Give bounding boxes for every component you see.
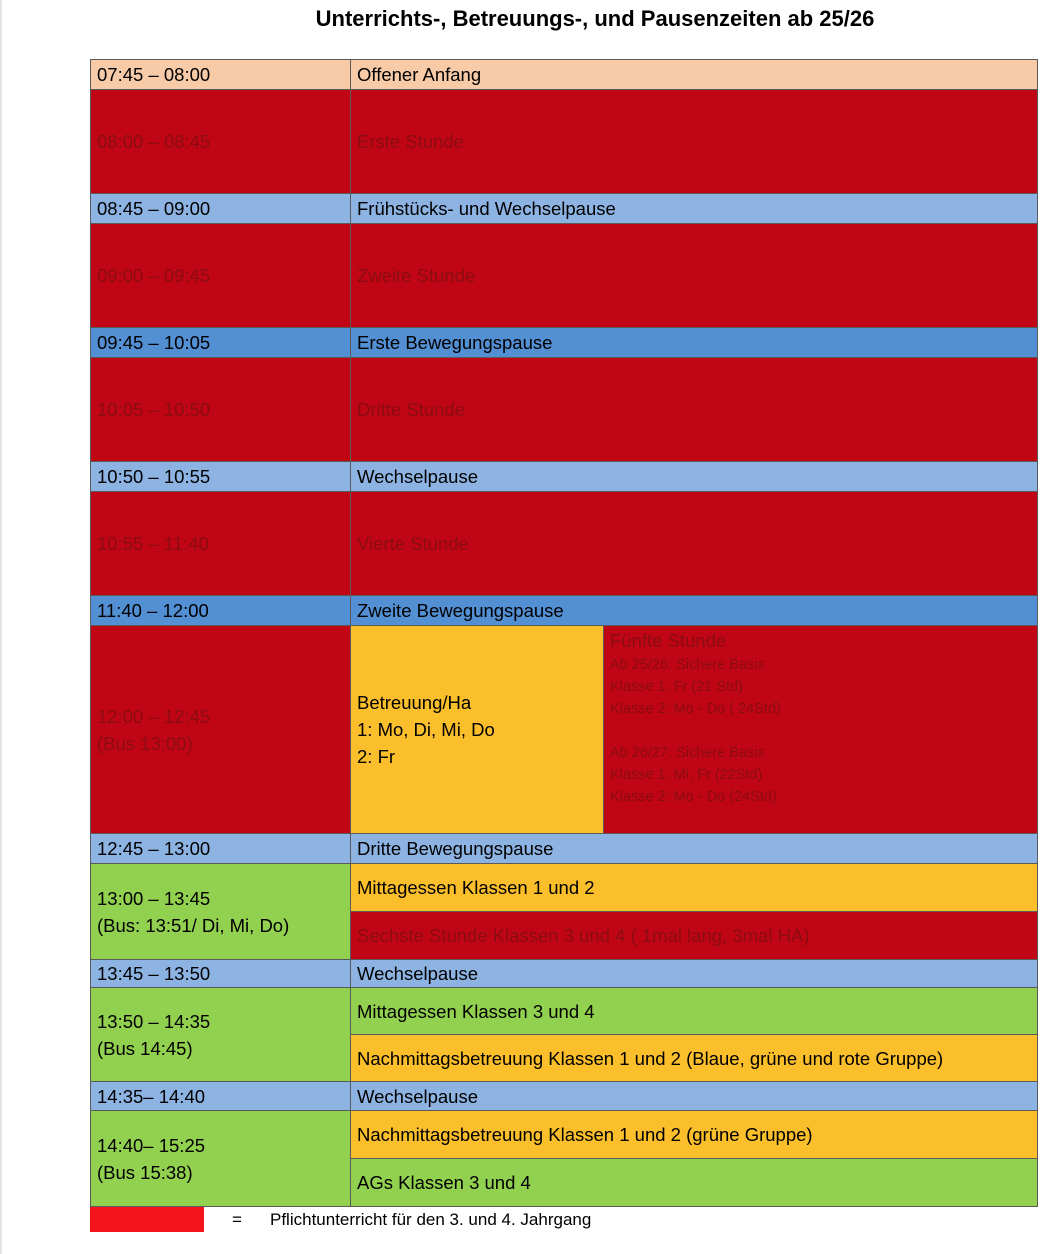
bus-note: (Bus 13:00)	[97, 732, 193, 754]
row-first-movement-break	[91, 328, 1038, 358]
bus-note: (Bus 15:38)	[97, 1161, 193, 1183]
activity-cell: Erste Bewegungspause	[351, 328, 1038, 358]
schedule-table	[90, 59, 1038, 1207]
time-cell: 09:45 – 10:05	[91, 328, 351, 358]
time-cell	[91, 626, 351, 834]
activity-cell: Dritte Stunde	[351, 358, 1038, 462]
time-cell: 10:55 – 11:40	[91, 492, 351, 596]
activity-cell: Zweite Bewegungspause	[351, 596, 1038, 626]
row-afternoon-care-green	[91, 1111, 1038, 1159]
legend-text: Pflichtunterricht für den 3. und 4. Jahrgang	[270, 1210, 592, 1229]
fifth-lesson-details	[610, 654, 1031, 808]
time-cell: 12:45 – 13:00	[91, 834, 351, 864]
row-change-break-2	[91, 960, 1038, 988]
detail-spacer	[610, 720, 1031, 742]
bus-note: (Bus: 13:51/ Di, Mi, Do)	[97, 914, 290, 936]
time-cell	[91, 988, 351, 1082]
activity-cell: Zweite Stunde	[351, 224, 1038, 328]
legend-equals: =	[232, 1210, 242, 1229]
row-second-lesson	[91, 224, 1038, 328]
detail-line: Klasse 2: Mo - Do (24Std)	[610, 789, 777, 805]
row-third-lesson	[91, 358, 1038, 462]
activity-cell: Sechste Stunde Klassen 3 und 4 ( 1mal lang, 3mal HA)	[351, 912, 1038, 960]
time-cell: 11:40 – 12:00	[91, 596, 351, 626]
activity-cell: Vierte Stunde	[351, 492, 1038, 596]
row-second-movement-break	[91, 596, 1038, 626]
row-fifth-lesson	[91, 626, 1038, 834]
row-fourth-lesson	[91, 492, 1038, 596]
activity-cell: Frühstücks- und Wechselpause	[351, 194, 1038, 224]
page-left-border	[0, 0, 2, 1254]
time-cell: 09:00 – 09:45	[91, 224, 351, 328]
time-cell: 08:00 – 08:45	[91, 90, 351, 194]
time-cell	[91, 864, 351, 960]
time-cell: 13:45 – 13:50	[91, 960, 351, 988]
activity-cell: Mittagessen Klassen 1 und 2	[351, 864, 1038, 912]
activity-cell: AGs Klassen 3 und 4	[351, 1159, 1038, 1207]
fifth-lesson-title: Fünfte Stunde	[610, 630, 727, 651]
activity-cell: Wechselpause	[351, 1082, 1038, 1111]
activity-cell: Offener Anfang	[351, 60, 1038, 90]
row-first-lesson	[91, 90, 1038, 194]
activity-cell: Wechselpause	[351, 462, 1038, 492]
row-change-break-3	[91, 1082, 1038, 1111]
time-cell	[91, 1111, 351, 1207]
page-title: Unterrichts-, Betreuungs-, und Pausenzeiten ab 25/26	[315, 6, 875, 31]
fifth-lesson-cell	[604, 626, 1038, 834]
time-range: 14:40– 15:25	[97, 1134, 206, 1156]
row-open-start	[91, 60, 1038, 90]
care-line: 1: Mo, Di, Mi, Do	[357, 719, 495, 740]
row-lunch-3-4	[91, 988, 1038, 1035]
time-cell: 14:35– 14:40	[91, 1082, 351, 1111]
detail-line: Klasse 2: Mo - Do ( 24Std)	[610, 701, 781, 717]
detail-line: Ab 25/26: Sichere Basis	[610, 657, 765, 673]
detail-line: Klasse 1: Mi, Fr (22Std)	[610, 767, 763, 783]
detail-line: Ab 26/27: Sichere Basis	[610, 745, 765, 761]
time-cell: 08:45 – 09:00	[91, 194, 351, 224]
care-cell	[351, 626, 604, 834]
activity-cell: Erste Stunde	[351, 90, 1038, 194]
time-cell: 10:05 – 10:50	[91, 358, 351, 462]
time-cell: 07:45 – 08:00	[91, 60, 351, 90]
care-title: Betreuung/Ha	[357, 692, 472, 713]
row-change-break	[91, 462, 1038, 492]
legend-swatch	[90, 1207, 204, 1232]
activity-cell: Dritte Bewegungspause	[351, 834, 1038, 864]
time-range: 13:50 – 14:35	[97, 1010, 211, 1032]
row-lunch-1-2	[91, 864, 1038, 912]
row-breakfast-break	[91, 194, 1038, 224]
activity-cell: Wechselpause	[351, 960, 1038, 988]
care-line: 2: Fr	[357, 746, 396, 767]
bus-note: (Bus 14:45)	[97, 1037, 193, 1059]
time-cell: 10:50 – 10:55	[91, 462, 351, 492]
time-range: 13:00 – 13:45	[97, 887, 211, 909]
time-range: 12:00 – 12:45	[97, 705, 211, 727]
row-third-movement-break	[91, 834, 1038, 864]
activity-cell: Mittagessen Klassen 3 und 4	[351, 988, 1038, 1035]
activity-cell: Nachmittagsbetreuung Klassen 1 und 2 (grüne Gruppe)	[351, 1111, 1038, 1159]
detail-line: Klasse 1: Fr (21 Std)	[610, 679, 743, 695]
activity-cell: Nachmittagsbetreuung Klassen 1 und 2 (Blaue, grüne und rote Gruppe)	[351, 1035, 1038, 1082]
